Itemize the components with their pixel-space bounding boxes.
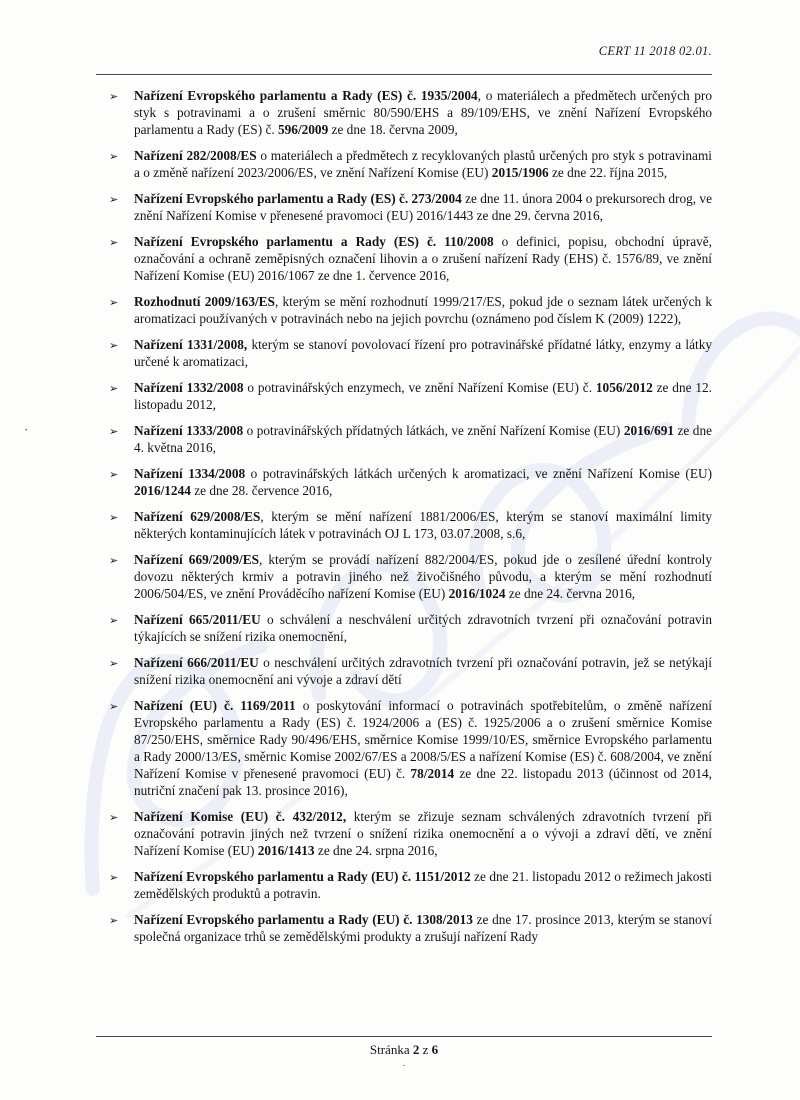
list-item-text: Nařízení 1334/2008 o potravinářských látkách určených k aromatizaci, ve znění Nařízení Komise (EU) 2016/1244 ze dne 28. července 2016, [134, 466, 713, 498]
list-item-text: Nařízení 1333/2008 o potravinářských přídatných látkách, ve znění Nařízení Komise (EU) 2016/691 ze dne 4. května 2016, [134, 423, 712, 455]
list-item-text: Nařízení 1331/2008, kterým se stanoví povolovací řízení pro potravinářské přídatné látky, enzymy a látky určené k aromatizaci, [134, 337, 712, 369]
list-item-text: Nařízení Evropského parlamentu a Rady (EU) č. 1308/2013 ze dne 17. prosince 2013, kterým se stanoví společná organizace trhů se zemědělskými produkty a zrušují nařízení Rady [134, 912, 712, 944]
list-item [96, 379, 712, 413]
arrow-bullet-icon: ➢ [109, 150, 119, 163]
regulation-list [96, 87, 712, 945]
list-item [96, 508, 712, 542]
arrow-bullet-icon: ➢ [109, 90, 119, 103]
page-footer [96, 1036, 712, 1068]
arrow-bullet-icon: ➢ [109, 871, 119, 884]
list-item-text: Nařízení 1332/2008 o potravinářských enzymech, ve znění Nařízení Komise (EU) č. 1056/2012 ze dne 12. listopadu 2012, [134, 380, 712, 412]
arrow-bullet-icon: ➢ [109, 296, 119, 309]
list-item [96, 808, 712, 859]
list-item [96, 868, 712, 902]
list-item [96, 147, 712, 181]
list-item-text: Nařízení Evropského parlamentu a Rady (EU) č. 1151/2012 ze dne 21. listopadu 2012 o režimech jakosti zemědělských produktů a potravin. [134, 869, 712, 901]
list-item-text: Rozhodnutí 2009/163/ES, kterým se mění rozhodnutí 1999/217/ES, pokud jde o seznam látek určených k aromatizaci používaných v potravinách nebo na jejich povrchu (oznámeno pod číslem K (2009) 1222), [134, 294, 712, 326]
scan-artifact-dot: · [24, 422, 29, 437]
arrow-bullet-icon: ➢ [109, 554, 119, 567]
arrow-bullet-icon: ➢ [109, 339, 119, 352]
list-item-text: Nařízení (EU) č. 1169/2011 o poskytování informací o potravinách spotřebitelům, o změně nařízení Evropského parlamentu a Rady (ES) č. 1924/2006 a (ES) č. 1925/2006 a o zrušení směrnice Komise 87/250/EHS, směrnice Rady 90/496/EHS, směrnice Komise 1999/10/ES, směrnice Evropského parlamentu a Rady 2000/13/ES, směrnic Komise 2002/67/ES a 2008/5/ES a nařízení Komise (ES) č. 608/2004, ve znění Nařízení Komise v přenesené pravomoci (EU) č. 78/2014 ze dne 22. listopadu 2013 (účinnost od 2014, nutriční značení pak 13. prosince 2016), [134, 698, 713, 798]
arrow-bullet-icon: ➢ [109, 382, 119, 395]
arrow-bullet-icon: ➢ [109, 700, 119, 713]
arrow-bullet-icon: ➢ [109, 236, 119, 249]
list-item [96, 551, 712, 602]
arrow-bullet-icon: ➢ [109, 425, 119, 438]
list-item [96, 654, 712, 688]
header-rule [96, 74, 712, 75]
arrow-bullet-icon: ➢ [109, 193, 119, 206]
list-item-text: Nařízení 665/2011/EU o schválení a neschválení určitých zdravotních tvrzení při označování potravin týkajících se snížení rizika onemocnění, [134, 612, 712, 644]
list-item [96, 465, 712, 499]
list-item-text: Nařízení 282/2008/ES o materiálech a předmětech z recyklovaných plastů určených pro styk s potravinami a o změně nařízení 2023/2006/ES, ve znění Nařízení Komise (EU) 2015/1906 ze dne 22. října 2015, [134, 148, 712, 180]
arrow-bullet-icon: ➢ [109, 811, 119, 824]
list-item-text: Nařízení Evropského parlamentu a Rady (ES) č. 1935/2004, o materiálech a předmětech určených pro styk s potravinami a o zrušení směrnic 80/590/EHS a 89/109/EHS, ve znění Nařízení Evropského parlamentu a Rady (ES) č. 596/2009 ze dne 18. června 2009, [134, 88, 712, 137]
arrow-bullet-icon: ➢ [109, 657, 119, 670]
list-item-text: Nařízení Komise (EU) č. 432/2012, kterým se zřizuje seznam schválených zdravotních tvrzení při označování potravin jiných než tvrzení o snížení rizika onemocnění a o vývoji a zdraví dětí, ve znění Nařízení Komise (EU) 2016/1413 ze dne 24. srpna 2016, [134, 809, 712, 858]
list-item-text: Nařízení 629/2008/ES, kterým se mění nařízení 1881/2006/ES, kterým se stanoví maximální limity některých kontaminujících látek v potravinách OJ L 173, 03.07.2008, s.6, [134, 509, 712, 541]
list-item [96, 611, 712, 645]
arrow-bullet-icon: ➢ [109, 511, 119, 524]
list-item-text: Nařízení Evropského parlamentu a Rady (ES) č. 273/2004 ze dne 11. února 2004 o prekursorech drog, ve znění Nařízení Komise v přenesené pravomoci (EU) 2016/1443 ze dne 29. června 2016, [134, 191, 712, 223]
list-item [96, 422, 712, 456]
list-item [96, 697, 712, 799]
list-item [96, 293, 712, 327]
footer-page-text: Stránka 2 z 6 [369, 1042, 439, 1057]
arrow-bullet-icon: ➢ [109, 468, 119, 481]
list-item-text: Nařízení Evropského parlamentu a Rady (ES) č. 110/2008 o definici, popisu, obchodní úpravě, označování a ochraně zeměpisných označení lihovin a o zrušení nařízení Rady (EHS) č. 1576/89, ve znění Nařízení Komise (EU) 2016/1067 ze dne 1. července 2016, [134, 234, 712, 283]
list-item-text: Nařízení 669/2009/ES, kterým se provádí nařízení 882/2004/ES, pokud jde o zesílené úřední kontroly dovozu některých krmiv a potravin jiného než živočišného původu, a kterým se mění rozhodnutí 2006/504/ES, ve znění Prováděcího nařízení Komise (EU) 2016/1024 ze dne 24. června 2016, [134, 552, 712, 601]
list-item [96, 87, 712, 138]
arrow-bullet-icon: ➢ [109, 614, 119, 627]
document-reference: CERT 11 2018 02.01. [598, 44, 712, 58]
list-item [96, 233, 712, 284]
arrow-bullet-icon: ➢ [109, 914, 119, 927]
list-item-text: Nařízení 666/2011/EU o neschválení určitých zdravotních tvrzení při označování potravin, jež se netýkají snížení rizika onemocnění ani vývoje a zdraví dětí [134, 655, 712, 687]
list-item [96, 190, 712, 224]
footer-dot: . [402, 1057, 406, 1069]
list-item [96, 336, 712, 370]
list-item [96, 911, 712, 945]
